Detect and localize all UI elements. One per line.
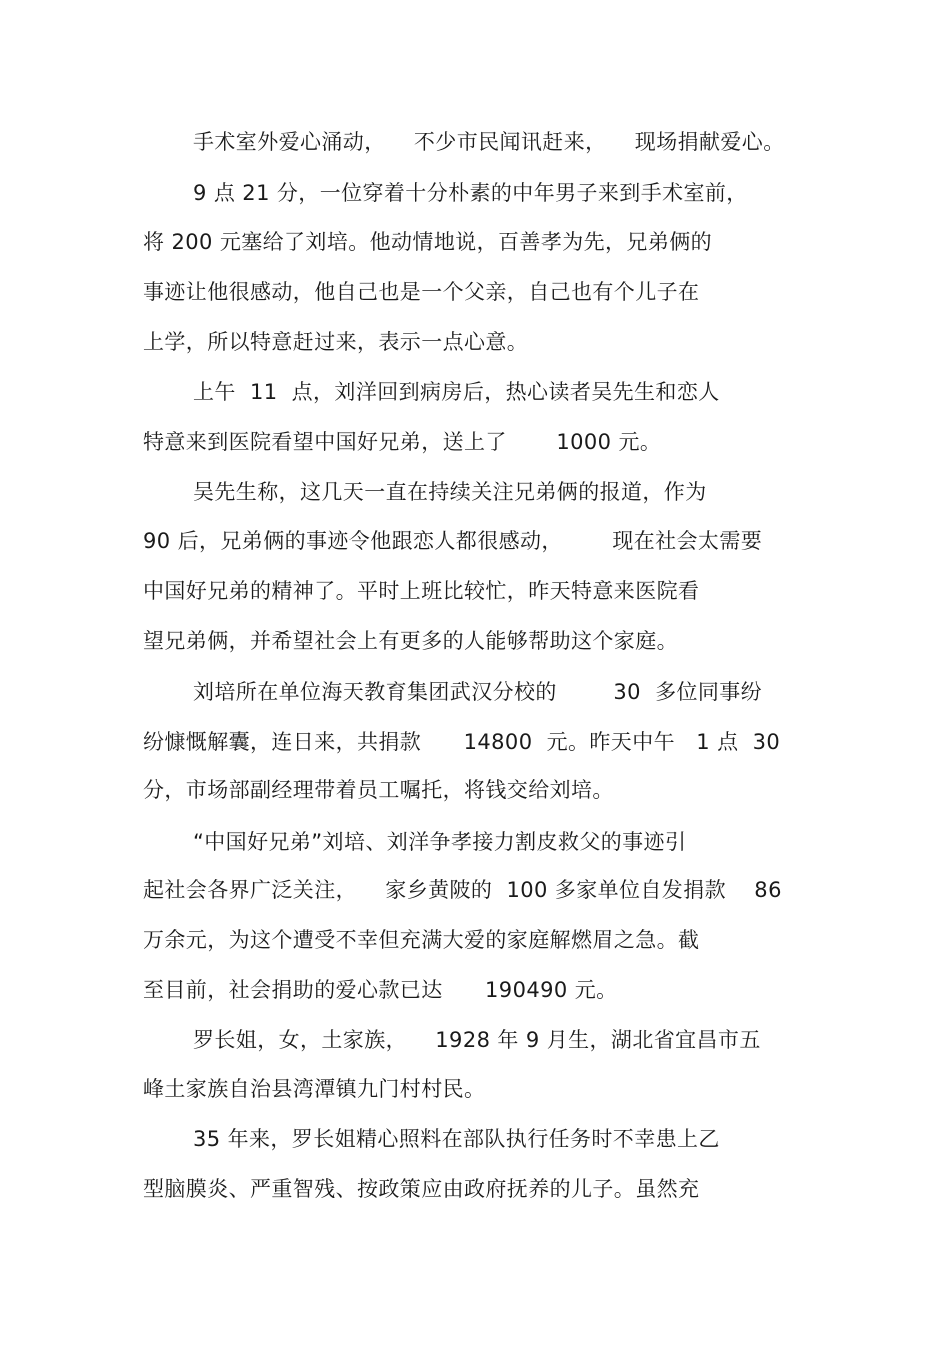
text-line: 起社会各界广泛关注， 家乡黄陂的 100 多家单位自发捐款 86 (143, 878, 782, 902)
text-line: 型脑膜炎、严重智残、按政策应由政府抚养的儿子。虽然充 (143, 1177, 700, 1201)
text-line: 35 年来，罗长姐精心照料在部队执行任务时不幸患上乙 (193, 1127, 720, 1151)
text-line: 罗长姐，女，土家族， 1928 年 9 月生，湖北省宜昌市五 (193, 1028, 761, 1052)
text-line: 分，市场部副经理带着员工嘱托，将钱交给刘培。 (143, 778, 614, 802)
text-line: 中国好兄弟的精神了。平时上班比较忙，昨天特意来医院看 (143, 579, 700, 603)
text-line: 90 后，兄弟俩的事迹令他跟恋人都很感动， 现在社会太需要 (143, 529, 763, 553)
text-line: 上学，所以特意赶过来，表示一点心意。 (143, 330, 529, 354)
text-line: 峰土家族自治县湾潭镇九门村村民。 (143, 1077, 486, 1101)
text-line: “中国好兄弟”刘培、刘洋争孝接力割皮救父的事迹引 (193, 830, 687, 854)
text-line: 特意来到医院看望中国好兄弟，送上了 1000 元。 (143, 430, 662, 454)
text-line: 手术室外爱心涌动， 不少市民闻讯赶来， 现场捐献爱心。 (193, 130, 785, 154)
text-line: 至目前，社会捐助的爱心款已达 190490 元。 (143, 978, 618, 1002)
text-line: 吴先生称，这几天一直在持续关注兄弟俩的报道，作为 (193, 480, 707, 504)
text-line: 万余元，为这个遭受不幸但充满大爱的家庭解燃眉之急。截 (143, 928, 700, 952)
text-line: 9 点 21 分，一位穿着十分朴素的中年男子来到手术室前， (193, 181, 748, 205)
text-line: 刘培所在单位海天教育集团武汉分校的 30 多位同事纷 (193, 680, 763, 704)
text-line: 上午 11 点，刘洋回到病房后，热心读者吴先生和恋人 (193, 380, 720, 404)
text-line: 望兄弟俩，并希望社会上有更多的人能够帮助这个家庭。 (143, 629, 678, 653)
text-line: 将 200 元塞给了刘培。他动情地说，百善孝为先，兄弟俩的 (143, 230, 713, 254)
text-line: 纷慷慨解囊，连日来，共捐款 14800 元。昨天中午 1 点 30 (143, 730, 781, 754)
text-line: 事迹让他很感动，他自己也是一个父亲，自己也有个儿子在 (143, 280, 700, 304)
